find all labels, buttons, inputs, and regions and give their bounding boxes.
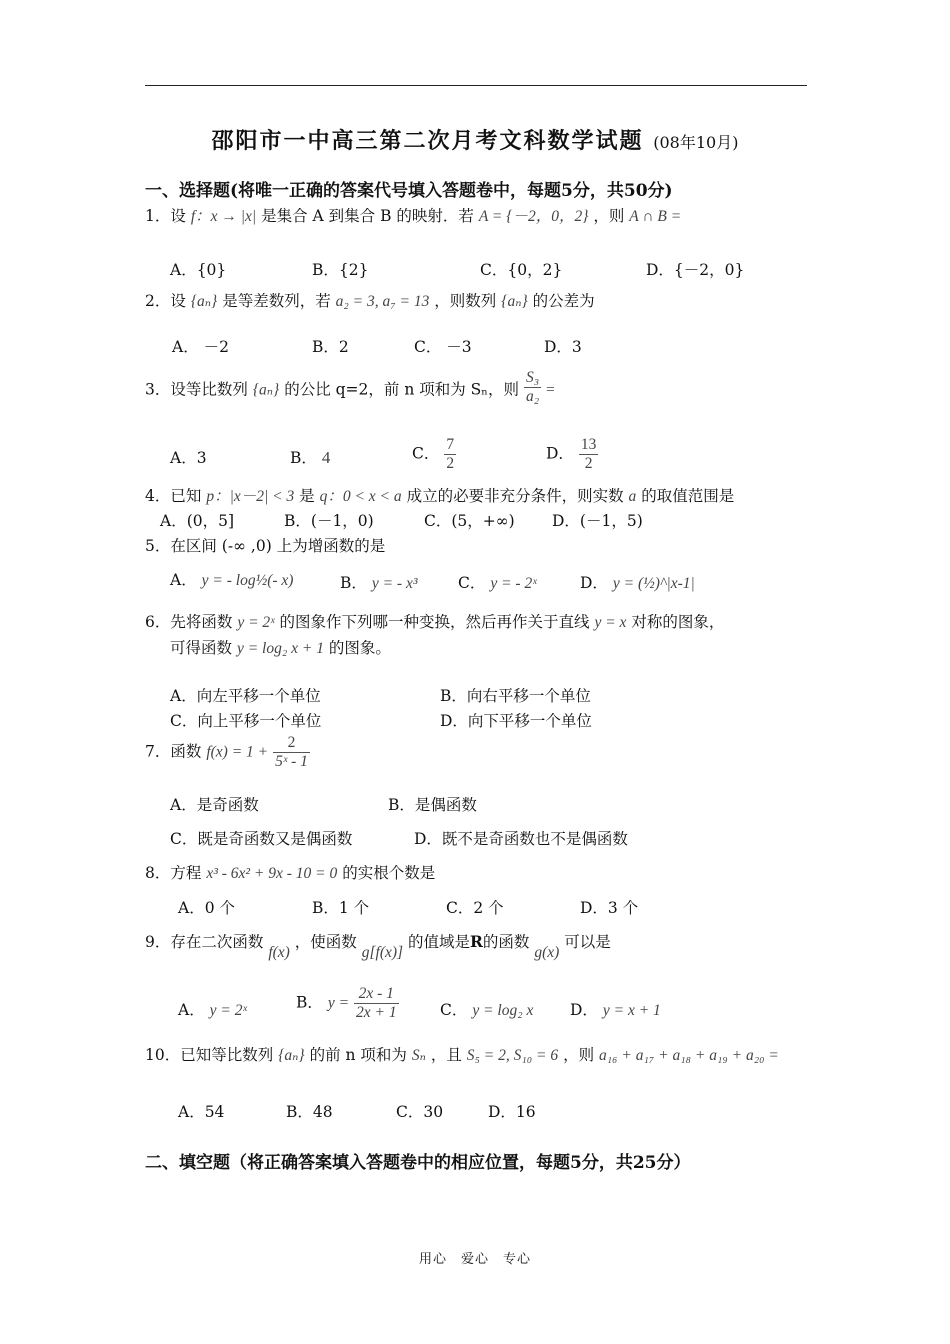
header-rule [145,85,807,86]
q9-option-d: D． y = x + 1 [570,1001,661,1019]
q9-option-a: A． y = 2ˣ [178,1001,247,1019]
q8-option-b: B．1 个 [312,899,370,917]
q6-option-c: C．向上平移一个单位 [170,712,322,730]
q3-fraction: $\frac{\text{S₃}}{\text{a₂}}$ [525,369,540,405]
q4-option-a: A．(0，5] [160,512,235,530]
q8-option-d: D．3 个 [580,899,639,917]
q10-option-c: C．30 [396,1103,444,1121]
q2-option-c: C． －3 [414,338,472,356]
q7-option-d: D．既不是奇函数也不是偶函数 [414,830,628,848]
q9-option-c: C． y = log₂ x [440,1001,534,1019]
q1-map: f：x → |x| [190,208,257,225]
q7-option-a: A．是奇函数 [170,796,259,814]
question-7: 7．函数 f(x) = 1 + $\frac{2}{\text{5ˣ - 1}}$ [145,734,308,770]
page-title: 邵阳市一中高三第二次月考文科数学试题 (08年10月) [211,128,739,154]
question-10: 10．已知等比数列 {aₙ} 的前 n 项和为 Sₙ ，且 S₅ = 2, S₁₀ = 6 ，则 a₁₆ + a₁₇ + a₁₈ + a₁₉ + a₂₀ = [145,1046,779,1064]
title-date: (08年10月) [653,133,739,152]
q4-option-b: B．(－1，0) [284,512,374,530]
q5-option-a: A． y = - log½(- x) [170,571,294,589]
q2-option-a: A． －2 [172,338,229,356]
q1-option-c: C．{0，2} [480,261,563,279]
q4-option-c: C．(5，+∞) [424,512,515,530]
q9-option-b: B． y = $\frac{2x - 1}{2x + 1}$ [296,985,397,1021]
q3-option-b: B． 4 [290,448,331,467]
q8-option-a: A．0 个 [178,899,235,917]
question-2: 2．设 {aₙ} 是等差数列，若 a₂ = 3, a₇ = 13 ，则数列 {aₙ} 的公差为 [145,292,595,310]
q3-option-c: C． $\frac{7}{2}$ [412,436,455,472]
q2-option-d: D．3 [544,338,582,356]
question-4: 4．已知 p：|x－2| < 3 是 q：0 < x < a 成立的必要非充分条件，则实数 a 的取值范围是 [145,487,735,505]
q1-option-a: A．{0} [170,261,227,279]
q4-option-d: D．(－1，5) [552,512,643,530]
q1-option-b: B．{2} [312,261,369,279]
question-1: 1．设 f：x → |x| 是集合 A 到集合 B 的映射．若 A = {－2，0，2} ，则 A ∩ B = [145,207,682,225]
q5-option-b: B． y = - x³ [340,574,418,592]
q7-option-b: B．是偶函数 [388,796,477,814]
q3-option-d: D． $\frac{13}{2}$ [546,436,597,472]
q1-set-a: A = {－2，0，2} [478,208,589,225]
section-2-heading: 二、填空题（将正确答案填入答题卷中的相应位置，每题5分，共25分） [145,1153,691,1173]
q6-option-d: D．向下平移一个单位 [440,712,592,730]
question-6-line-2: 可得函数 y = log₂ x + 1 的图象。 [170,639,391,657]
q10-option-d: D．16 [488,1103,536,1121]
q6-option-b: B．向右平移一个单位 [440,687,591,705]
question-5: 5．在区间 (-∞ ,0) 上为增函数的是 [145,537,386,555]
q6-option-a: A．向左平移一个单位 [170,687,321,705]
question-9: 9．存在二次函数 f(x) ，使函数 g[f(x)] 的值域是R的函数 g(x) 可以是 [145,932,611,961]
q10-option-b: B．48 [286,1103,333,1121]
q7-fraction: $\frac{2}{\text{5ˣ - 1}}$ [275,734,308,770]
section-1-heading: 一、选择题(将唯一正确的答案代号填入答题卷中，每题5分，共50分) [145,181,673,201]
question-3: 3．设等比数列 {aₙ} 的公比 q=2，前 n 项和为 Sₙ，则 $\frac{\text{S₃}}{\text{a₂}}$ = [145,369,555,405]
q3-option-a: A．3 [170,449,207,467]
q7-option-c: C．既是奇函数又是偶函数 [170,830,353,848]
q5-option-c: C． y = - 2ˣ [458,574,537,592]
q1-intersection: A ∩ B = [629,208,682,225]
q1-option-d: D．{－2，0} [646,261,745,279]
question-8: 8．方程 x³ - 6x² + 9x - 10 = 0 的实根个数是 [145,864,436,882]
q10-option-a: A．54 [178,1103,225,1121]
question-6-line-1: 6．先将函数 y = 2ˣ 的图象作下列哪一种变换，然后再作关于直线 y = x 对称的图象， [145,613,725,631]
page-footer: 用心 爱心 专心 [418,1252,531,1267]
q2-option-b: B．2 [312,338,349,356]
q5-option-d: D． y = (½)^|x-1| [580,574,695,592]
q8-option-c: C．2 个 [446,899,504,917]
